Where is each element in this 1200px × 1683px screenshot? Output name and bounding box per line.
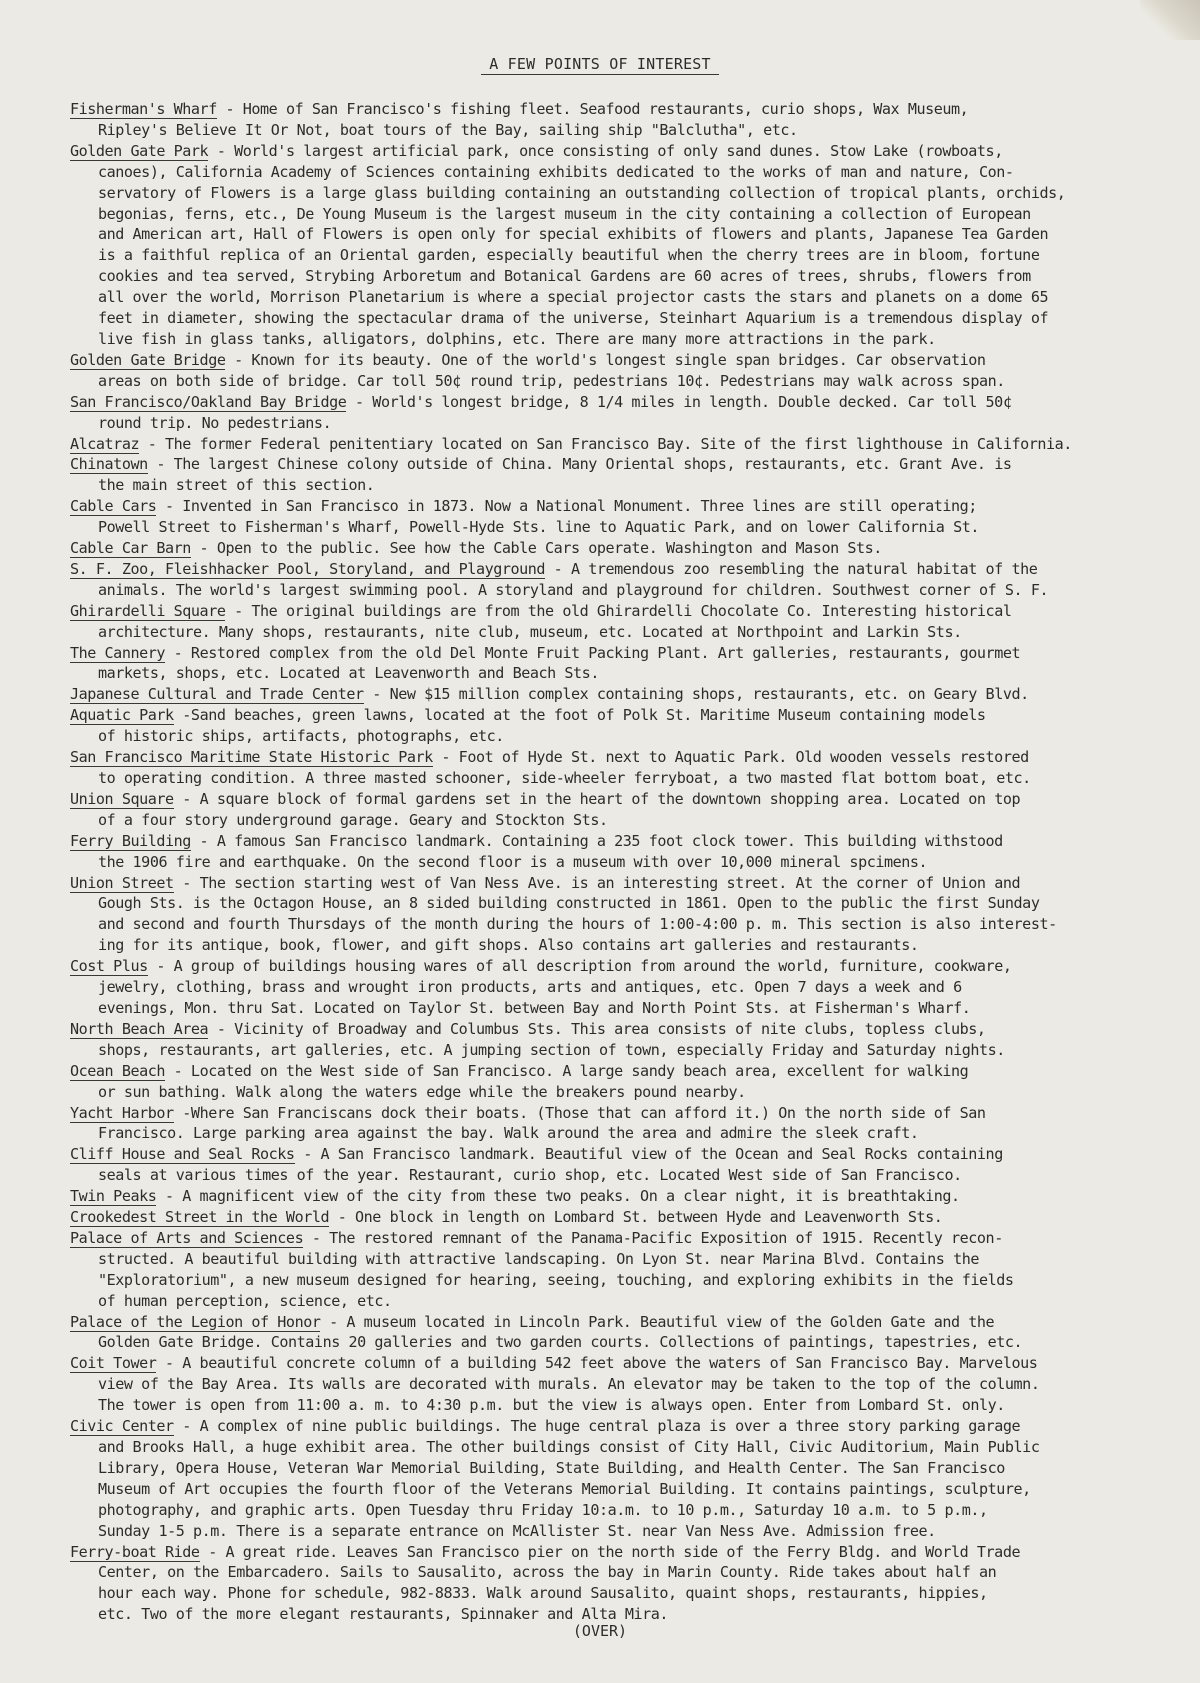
entry-description: - Open to the public. See how the Cable Cars operate. Washington and Mason Sts. [190,539,882,558]
list-item [70,454,1150,496]
list-item [70,643,1150,685]
entry-term: Cliff House and Seal Rocks [70,1145,295,1164]
list-item [70,705,1150,747]
entry-description: - A famous San Francisco landmark. Containing a 235 foot clock tower. This building withstood the 1906 fire and earthquake. On the second floor is a museum with over 10,000 mineral spcimens. [98,831,1003,871]
entry-term: San Francisco/Oakland Bay Bridge [70,392,347,411]
list-item [70,831,1150,873]
list-item [70,1186,1150,1207]
list-item [70,141,1150,350]
entry-description: - Restored complex from the old Del Monte Fruit Packing Plant. Art galleries, restaurants, gourmet markets, shops, etc. Located at Leavenworth and Beach Sts. [98,643,1021,683]
list-item [70,559,1150,601]
entry-description: - Foot of Hyde St. next to Aquatic Park. Old wooden vessels restored to operating condition. A three masted schooner, side-wheeler ferryboat, a two masted flat bottom boat, etc. [98,748,1031,787]
entry-term: Yacht Harbor [70,1103,174,1122]
entry-description: -Where San Franciscans dock their boats. (Those that can afford it.) On the north side of San Francisco. Large parking area against the bay. Walk around the area and admire the sleek craft. [98,1103,986,1143]
list-item [70,747,1150,789]
entry-description: - Known for its beauty. One of the world's longest single span bridges. Car observation areas on both side of bridge. Car toll 50¢ round trip, pedestrians 10¢. Pedestrians may walk across span. [98,350,1005,390]
list-item [70,1207,1150,1228]
entry-description: - Invented in San Francisco in 1873. Now a National Monument. Three lines are still operating; Powell Street to Fisherman's Wharf, Powell-Hyde Sts. line to Aquatic Park, and on lower California St. [98,497,979,537]
list-item [70,538,1150,559]
entry-term: San Francisco Maritime State Historic Park [70,748,433,767]
entry-term: Alcatraz [70,434,140,453]
entry-description: - The original buildings are from the old Ghirardelli Chocolate Co. Interesting historical architecture. Many shops, restaurants, nite club, museum, etc. Located at Northpoint and Larkin Sts. [98,601,1012,641]
list-item [70,601,1150,643]
entry-term: Coit Tower [70,1354,157,1373]
points-of-interest-list [70,99,1150,1625]
entry-description: - A group of buildings housing wares of all description from around the world, furniture, cookware, jewelry, clothing, brass and wrought iron products, arts and antiques, etc. Open 7 days a week and 6 evenings, Mon. thru Sat. Located on Taylor St. between Bay and North Point Sts. at Fisherman's Wharf. [98,957,1012,1017]
entry-description: - A great ride. Leaves San Francisco pier on the north side of the Ferry Bldg. and World Trade Center, on the Embarcadero. Sails to Sausalito, across the bay in Marin County. Ride takes about half an hour each way. Phone for schedule, 982-8833. Walk around Sausalito, quaint shops, restaurants, hippies, etc. Two of the more elegant restaurants, Spinnaker and Alta Mira. [98,1542,1021,1624]
entry-term: Cable Cars [70,497,157,516]
list-item [70,684,1150,705]
list-item [70,1103,1150,1145]
entry-description: - World's largest artificial park, once consisting of only sand dunes. Stow Lake (rowboats, canoes), California Academy of Sciences containing exhibits dedicated to the works of man and nature, Con- servatory of Flowers is a large glass building containing an outstanding collection of tropical plants, orchids, begonias, ferns, etc., De Young Museum is the largest museum in the city containing a collection of European and American art, Hall of Flowers is open only for special exhibits of flowers and plants, Japanese Tea Garden is a faithful replica of an Oriental garden, especially beautiful when the cherry trees are in bloom, fortune cookies and tea served, Strybing Arboretum and Botanical Gardens are 60 acres of trees, shrubs, flowers from all over the world, Morrison Planetarium is where a special projector casts the stars and planets on a dome 65 feet in diameter, showing the spectacular drama of the universe, Steinhart Aquarium is a tremendous display of live fish in glass tanks, alligators, dolphins, etc. There are many more attractions in the park. [98,141,1066,348]
list-item [70,1019,1150,1061]
entry-term: Golden Gate Bridge [70,350,226,369]
entry-term: Aquatic Park [70,706,174,725]
list-item [70,873,1150,957]
list-item [70,1228,1150,1312]
folded-corner [1140,0,1200,40]
page-footer: (OVER) [572,1622,628,1640]
list-item [70,1542,1150,1626]
entry-description: - A beautiful concrete column of a building 542 feet above the waters of San Francisco Bay. Marvelous view of the Bay Area. Its walls are decorated with murals. An elevator may be taken to the top of the column. The tower is open from 11:00 a. m. to 4:30 p.m. but the view is always open. Enter from Lombard St. only. [98,1354,1040,1415]
entry-term: Ferry Building [70,831,191,850]
entry-term: Ghirardelli Square [70,601,226,620]
entry-term: S. F. Zoo, Fleishhacker Pool, Storyland, and Playground [70,559,546,578]
entry-term: Ocean Beach [70,1061,166,1080]
entry-term: Cable Car Barn [70,539,191,558]
entry-term: Palace of the Legion of Honor [70,1312,321,1331]
entry-term: Crookedest Street in the World [70,1208,330,1227]
entry-description: - Vicinity of Broadway and Columbus Sts. This area consists of nite clubs, topless clubs, shops, restaurants, art galleries, etc. A jumping section of town, especially Friday and Saturday nights. [98,1019,1005,1059]
entry-term: Union Street [70,873,174,892]
entry-term: Civic Center [70,1417,174,1436]
list-item [70,1144,1150,1186]
entry-term: Fisherman's Wharf [70,100,217,118]
list-item [70,1353,1150,1416]
entry-term: Cost Plus [70,957,148,976]
entry-description: - One block in length on Lombard St. between Hyde and Leavenworth Sts. [329,1208,943,1227]
entry-description: - A museum located in Lincoln Park. Beautiful view of the Golden Gate and the Golden Gate Bridge. Contains 20 galleries and two garden courts. Collections of paintings, tapestries, etc. [98,1312,1023,1352]
entry-description: - A magnificent view of the city from these two peaks. On a clear night, it is breathtaking. [156,1187,960,1206]
list-item [70,99,1150,141]
entry-term: The Cannery [70,643,166,662]
entry-term: Chinatown [70,455,148,474]
entry-term: Ferry-boat Ride [70,1542,200,1561]
list-item [70,1061,1150,1103]
entry-term: Palace of Arts and Sciences [70,1228,304,1247]
list-item [70,350,1150,392]
list-item [70,1312,1150,1354]
entry-description: - A San Francisco landmark. Beautiful view of the Ocean and Seal Rocks containing seals at various times of the year. Restaurant, curio shop, etc. Located West side of San Francisco. [98,1145,1003,1185]
entry-description: - World's longest bridge, 8 1/4 miles in length. Double decked. Car toll 50¢ round trip. No pedestrians. [98,392,1012,432]
entry-description: - The restored remnant of the Panama-Pacific Exposition of 1915. Recently recon- structed. A beautiful building with attractive landscaping. On Lyon St. near Marina Blvd. Contains the "Exploratorium", a new museum designed for hearing, seeing, touching, and exploring exhibits in the fields of human perception, science, etc. [98,1228,1014,1310]
entry-term: Twin Peaks [70,1187,157,1206]
entry-term: Golden Gate Park [70,141,209,160]
entry-description: -Sand beaches, green lawns, located at the foot of Polk St. Maritime Museum containing models of historic ships, artifacts, photographs, etc. [98,706,986,746]
entry-description: - New $15 million complex containing shops, restaurants, etc. on Geary Blvd. [363,685,1029,704]
page-title [0,55,1200,73]
entry-description: - The former Federal penitentiary located on San Francisco Bay. Site of the first lighthouse in California. [139,434,1072,453]
list-item [70,1416,1150,1541]
list-item [70,392,1150,434]
entry-description: - A tremendous zoo resembling the natural habitat of the animals. The world's largest swimming pool. A storyland and playground for children. Southwest corner of S. F. [98,559,1049,599]
entry-term: Union Square [70,789,174,808]
page-title-text: A FEW POINTS OF INTEREST [481,55,719,75]
entry-description: - Located on the West side of San Francisco. A large sandy beach area, excellent for walking or sun bathing. Walk along the waters edge while the breakers pound nearby. [98,1061,969,1101]
list-item [70,496,1150,538]
entry-term: North Beach Area [70,1019,209,1038]
entry-description: - A complex of nine public buildings. The huge central plaza is over a three story parking garage and Brooks Hall, a huge exhibit area. The other buildings consist of City Hall, Civic Auditorium, Main Public Library, Opera House, Veteran War Memorial Building, State Building, and Health Center. The San Francisco Museum of Art occupies the fourth floor of the Veterans Memorial Building. It contains paintings, sculpture, photography, and graphic arts. Open Tuesday thru Friday 10:a.m. to 10 p.m., Saturday 10 a.m. to 5 p.m., Sunday 1-5 p.m. There is a separate entrance on McAllister St. near Van Ness Ave. Admission free. [98,1417,1040,1540]
entry-description: - The section starting west of Van Ness Ave. is an interesting street. At the corner of Union and Gough Sts. is the Octagon House, an 8 sided building constructed in 1861. Open to the public the first Sunday and second and fourth Thursdays of the month during the hours of 1:00-4:00 p. m. This section is also interest- ing for its antique, book, flower, and gift shops. Also contains art galleries and restaurants. [98,873,1057,955]
list-item [70,956,1150,1019]
entry-description: - A square block of formal gardens set in the heart of the downtown shopping area. Located on top of a four story underground garage. Geary and Stockton Sts. [98,789,1021,829]
entry-term: Japanese Cultural and Trade Center [70,685,364,704]
list-item [70,434,1150,455]
entry-description: - The largest Chinese colony outside of China. Many Oriental shops, restaurants, etc. Grant Ave. is the main street of this section. [98,455,1012,495]
entry-description: - Home of San Francisco's fishing fleet. Seafood restaurants, curio shops, Wax Museum, Ripley's Believe It Or Not, boat tours of the Bay, sailing ship "Balclutha", etc. [98,100,969,139]
list-item [70,789,1150,831]
